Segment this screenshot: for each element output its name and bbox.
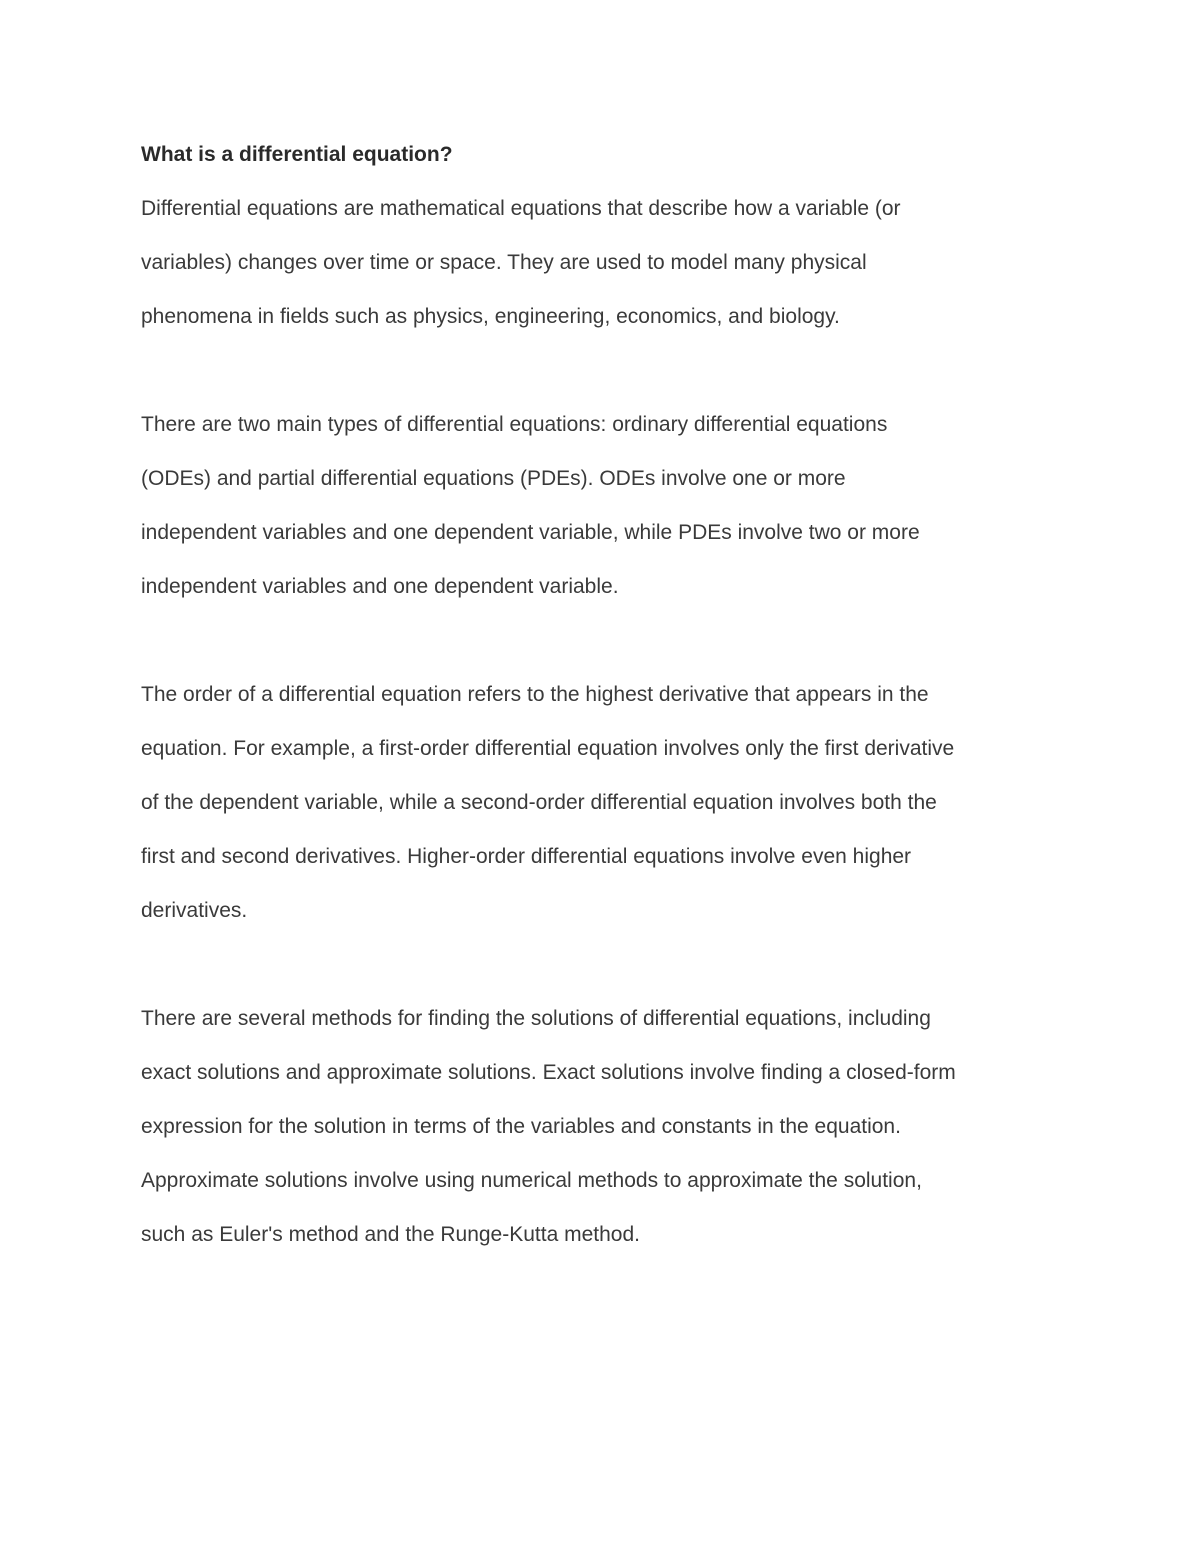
text-line: Differential equations are mathematical equations that describe how a variable (or xyxy=(141,197,901,220)
document-page xyxy=(141,128,1071,1262)
paragraph-methods xyxy=(141,992,1071,1262)
paragraph-spacer xyxy=(141,938,1071,992)
text-line: There are several methods for finding the solutions of differential equations, including xyxy=(141,1007,931,1030)
text-line: There are two main types of differential equations: ordinary differential equations xyxy=(141,413,888,436)
text-line: variables) changes over time or space. They are used to model many physical xyxy=(141,251,867,274)
paragraph-spacer xyxy=(141,614,1071,668)
document-title: What is a differential equation? xyxy=(141,143,453,166)
paragraph-types xyxy=(141,398,1071,614)
text-line: independent variables and one dependent variable. xyxy=(141,575,619,598)
paragraph-spacer xyxy=(141,344,1071,398)
paragraph-order xyxy=(141,668,1071,938)
text-line: such as Euler's method and the Runge-Kutta method. xyxy=(141,1223,640,1246)
text-line: independent variables and one dependent variable, while PDEs involve two or more xyxy=(141,521,920,544)
text-line: The order of a differential equation refers to the highest derivative that appears in the xyxy=(141,683,929,706)
text-line: Approximate solutions involve using numerical methods to approximate the solution, xyxy=(141,1169,922,1192)
text-line: equation. For example, a first-order differential equation involves only the first derivative xyxy=(141,737,955,760)
text-line: exact solutions and approximate solutions. Exact solutions involve finding a closed-form xyxy=(141,1061,956,1084)
text-line: derivatives. xyxy=(141,899,248,922)
text-line: phenomena in fields such as physics, engineering, economics, and biology. xyxy=(141,305,840,328)
text-line: expression for the solution in terms of the variables and constants in the equation. xyxy=(141,1115,901,1138)
text-line: first and second derivatives. Higher-order differential equations involve even higher xyxy=(141,845,912,868)
paragraph-definition xyxy=(141,182,1071,344)
text-line: of the dependent variable, while a second-order differential equation involves both the xyxy=(141,791,937,814)
text-line: (ODEs) and partial differential equations (PDEs). ODEs involve one or more xyxy=(141,467,846,490)
